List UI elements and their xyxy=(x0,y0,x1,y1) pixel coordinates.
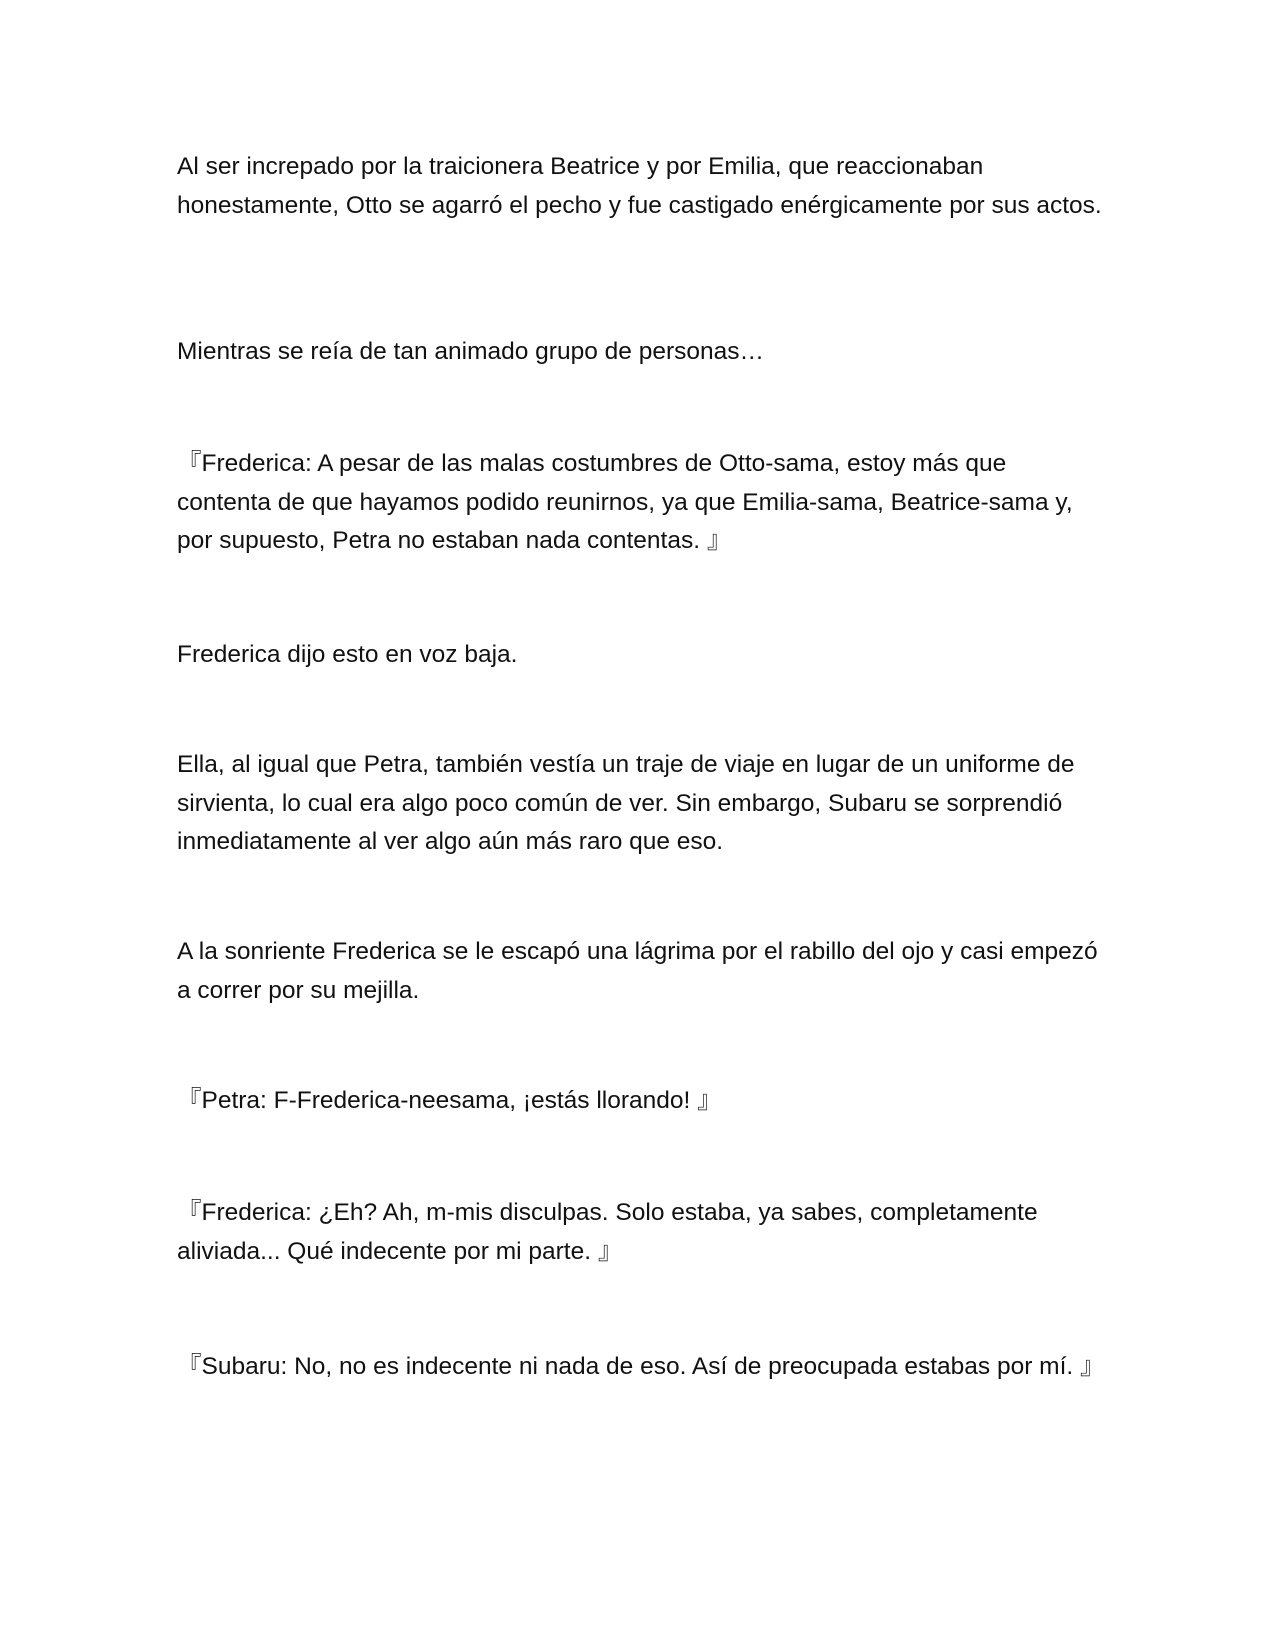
paragraph-narration-3: Frederica dijo esto en voz baja. xyxy=(177,641,518,668)
paragraph-dialogue-subaru: 『Subaru: No, no es indecente ni nada de eso. Así de preocupada estabas por mí. 』 xyxy=(177,1353,1105,1380)
paragraph-narration-1: Al ser increpado por la traicionera Beatrice y por Emilia, que reaccionaban honestamente, Otto se agarró el pecho y fue castigado enérgicamente por sus actos. xyxy=(177,153,1102,219)
paragraph-narration-4: Ella, al igual que Petra, también vestía un traje de viaje en lugar de un uniforme de sirvienta, lo cual era algo poco común de ver. Sin embargo, Subaru se sorprendió inmediatamente al ver algo aún más raro que eso. xyxy=(177,751,1075,855)
paragraph-dialogue-petra: 『Petra: F-Frederica-neesama, ¡estás llorando! 』 xyxy=(177,1087,722,1114)
paragraph-narration-5: A la sonriente Frederica se le escapó una lágrima por el rabillo del ojo y casi empezó a correr por su mejilla. xyxy=(177,938,1098,1004)
paragraph-dialogue-frederica-1: 『Frederica: A pesar de las malas costumbres de Otto-sama, estoy más que contenta de que hayamos podido reunirnos, ya que Emilia-sama, Beatrice-sama y, por supuesto, Petra no estaban nada contentas. 』 xyxy=(177,450,1073,554)
paragraph-narration-2: Mientras se reía de tan animado grupo de personas… xyxy=(177,338,764,365)
paragraph-dialogue-frederica-2: 『Frederica: ¿Eh? Ah, m-mis disculpas. Solo estaba, ya sabes, completamente aliviada... Qué indecente por mi parte. 』 xyxy=(177,1199,1038,1265)
